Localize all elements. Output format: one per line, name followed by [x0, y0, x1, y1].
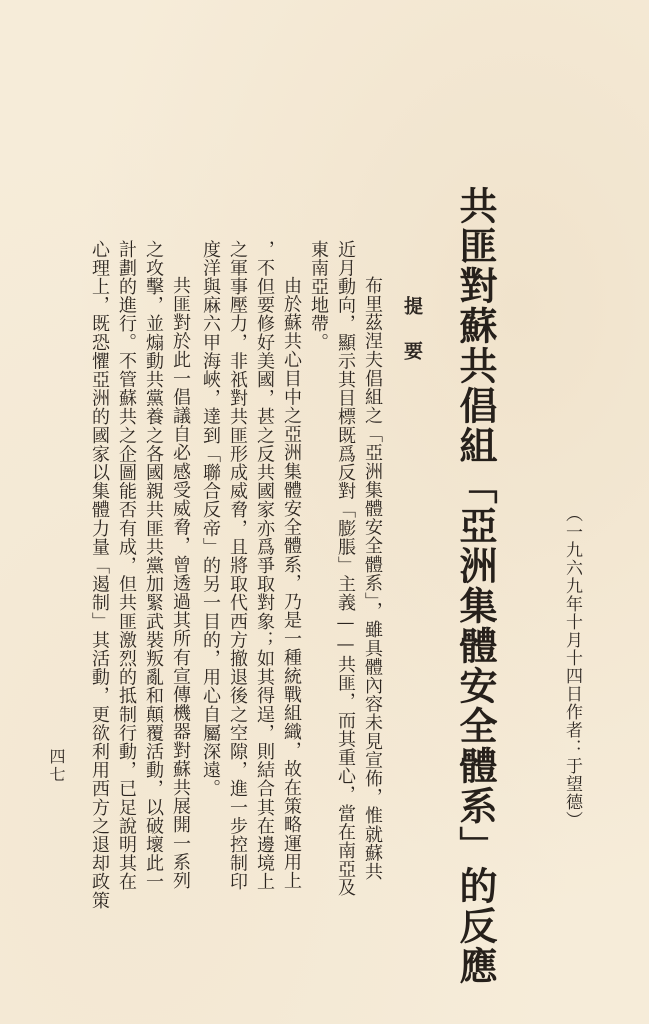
body-column-6: 之軍事壓力，非祇對共匪形成威脅，且將取代西方撤退後之空隙，進一步控制印	[227, 240, 248, 891]
body-column-1: 布里茲涅夫倡組之「亞洲集體安全體系」，雖具體內容未見宣佈，惟就蘇共	[362, 276, 383, 881]
body-column-7: 度洋與麻六甲海峽，達到「聯合反帝」的另一目的，用心自屬深遠。	[200, 240, 221, 798]
page-number: 四七	[47, 748, 66, 784]
byline-date-author: （一九六九年十月十四日作者：于望德）	[562, 505, 582, 829]
body-column-11: 心理上，既恐懼亞洲的國家以集體力量「遏制」其活動，更欲利用西方之退却政策	[89, 240, 110, 910]
section-heading-summary: 提要	[401, 296, 423, 386]
body-column-3: 東南亞地帶。	[308, 240, 329, 352]
body-column-5: ，不但要修好美國，甚之反共國家亦爲爭取對象；如其得逞，則結合其在邊境上	[254, 240, 275, 891]
body-column-4: 由於蘇共心目中之亞洲集體安全體系，乃是一種統戰組織，故在策略運用上	[281, 276, 302, 890]
article-title: 共匪對蘇共倡組「亞洲集體安全體系」的反應	[453, 186, 498, 986]
body-column-2: 近月動向，顯示其目標既爲反對「膨脹」主義——共匪，而其重心，當在南亞及	[335, 240, 356, 897]
body-column-8: 共匪對於此一倡議自必感受威脅，曾透過其所有宣傳機器對蘇共展開一系列	[170, 276, 191, 890]
body-column-10: 計劃的進行。不管蘇共之企圖能否有成，但共匪激烈的抵制行動，已足說明其在	[116, 240, 137, 891]
body-column-9: 之攻擊，並煽動共黨養之各國親共匪共黨加緊武裝叛亂和顛覆活動，以破壞此一	[143, 240, 164, 891]
